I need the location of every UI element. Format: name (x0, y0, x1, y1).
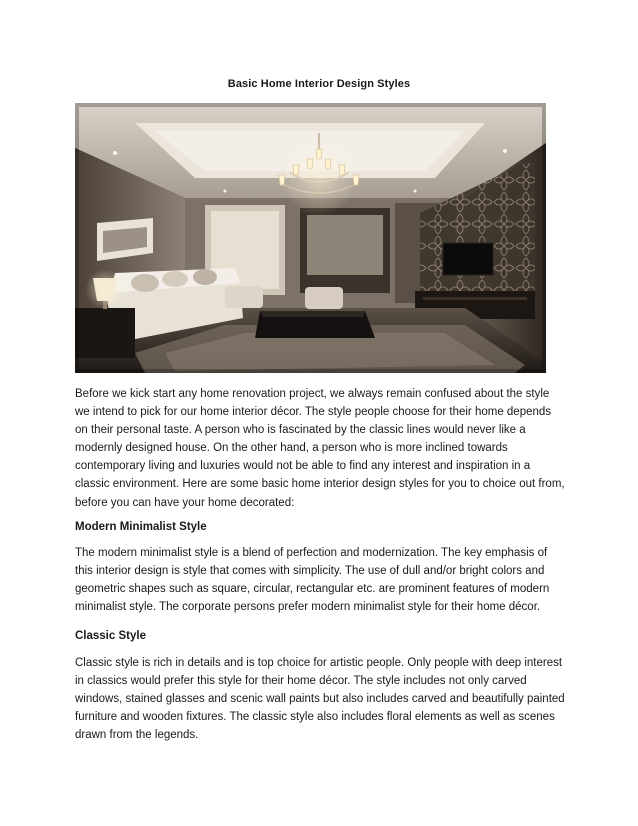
intro-paragraph: Before we kick start any home renovation project, we always remain confused about the style we intend to pick for our home interior décor. The style people choose for their home depends on their personal taste. A person who is fascinated by the classic lines would never like a modernly designed house. On the other hand, a person who is more inclined towards contemporary living and luxuries would not be able to find any interest and inspiration in a classic environment. Here are some basic home interior design styles for you to choice out from, before you can have your home decorated: (75, 388, 565, 509)
document-title: Basic Home Interior Design Styles (227, 78, 411, 90)
section-text-modern-minimalist: The modern minimalist style is a blend of perfection and modernization. The key emphasis of this interior design is style that comes with simplicity. The use of dull and/or bright colors and geometric shapes such as square, circular, rectangular etc. are prominent features of modern minimalist style. The corporate persons prefer modern minimalist style for their home décor. (75, 547, 550, 614)
section-heading-classic: Classic Style (75, 630, 146, 642)
section-heading-modern-minimalist: Modern Minimalist Style (75, 521, 207, 533)
section-text-classic: Classic style is rich in details and is top choice for artistic people. Only people with deep interest in classics would prefer this style for their home décor. The style includes not only carved windows, stained glasses and scenic wall paints but also includes carved and beautifully painted furniture and wooden fixtures. The classic style also includes floral elements as well as scenes drawn from the legends. (75, 657, 565, 742)
living-room-photo (75, 103, 546, 373)
